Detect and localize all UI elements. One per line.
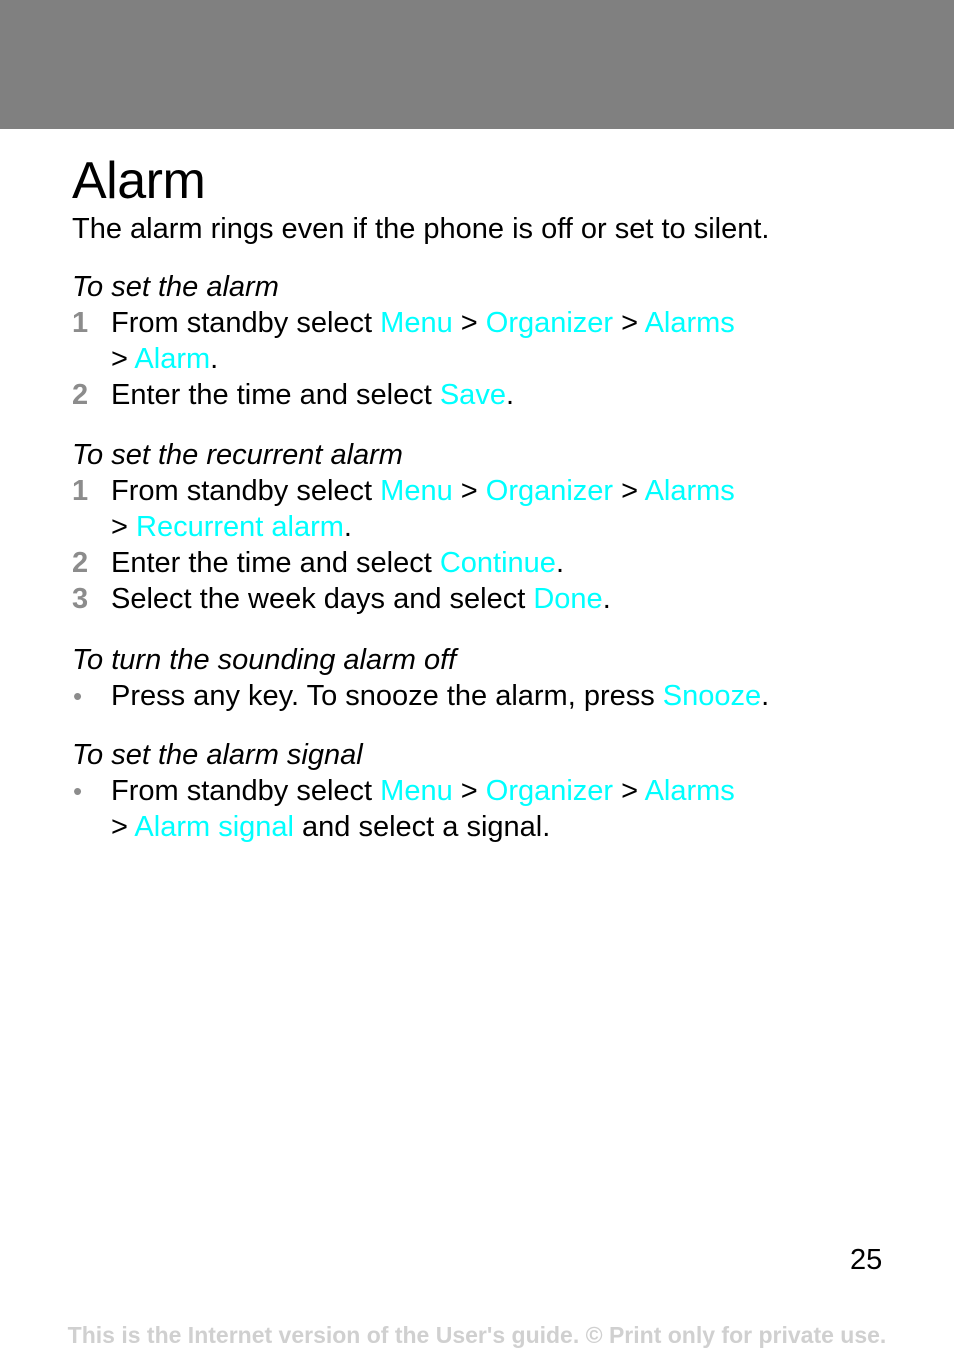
action-label: Continue	[439, 547, 556, 579]
step-text: Select the week days and select	[111, 583, 534, 615]
path-separator: >	[460, 475, 478, 507]
menu-path-item: Alarm	[134, 343, 211, 375]
period: .	[761, 680, 770, 712]
step-item	[72, 305, 892, 377]
path-separator: >	[111, 811, 128, 843]
period: .	[555, 547, 564, 579]
step-text: From standby select	[111, 307, 381, 339]
bullet-icon: •	[73, 776, 83, 806]
section-heading: To turn the sounding alarm off	[72, 644, 457, 676]
step-number: 3	[72, 583, 89, 615]
menu-path-item: Alarms	[644, 307, 735, 339]
step-item	[72, 581, 892, 617]
header-band	[0, 0, 954, 129]
menu-path-item: Alarms	[644, 475, 735, 507]
step-number: 2	[72, 547, 89, 579]
bullet-icon: •	[73, 681, 83, 711]
step-number: 1	[72, 475, 89, 507]
path-separator: >	[621, 475, 639, 507]
bullet-text: From standby select	[111, 775, 381, 807]
page-number: 25	[850, 1244, 883, 1276]
step-text: From standby select	[111, 475, 381, 507]
action-label: Snooze	[662, 680, 762, 712]
path-separator: >	[111, 343, 128, 375]
action-label: Save	[439, 379, 506, 411]
step-text: Enter the time and select	[111, 547, 440, 579]
menu-path-item: Alarm signal	[134, 811, 294, 843]
menu-path-item: Organizer	[485, 307, 614, 339]
section-heading: To set the recurrent alarm	[72, 439, 403, 471]
period: .	[343, 511, 352, 543]
section-set-alarm	[72, 269, 892, 413]
period: .	[210, 343, 219, 375]
menu-path-item: Recurrent alarm	[136, 511, 344, 543]
menu-path-item: Menu	[380, 475, 453, 507]
section-alarm-signal	[72, 737, 892, 845]
intro-text: The alarm rings even if the phone is off or set to silent.	[72, 213, 770, 245]
menu-path-item: Menu	[380, 307, 453, 339]
bullet-item	[72, 773, 892, 845]
menu-path-item: Organizer	[485, 475, 614, 507]
period: .	[602, 583, 611, 615]
path-separator: >	[460, 307, 478, 339]
period: .	[505, 379, 515, 411]
path-separator: >	[111, 511, 128, 543]
menu-path-item: Menu	[380, 775, 453, 807]
footer-note: This is the Internet version of the User's guide. © Print only for private use.	[67, 1322, 887, 1348]
section-heading: To set the alarm signal	[72, 739, 363, 771]
step-item	[72, 545, 892, 581]
menu-path-item: Alarms	[644, 775, 735, 807]
step-number: 1	[72, 307, 89, 339]
action-label: Done	[533, 583, 603, 615]
bullet-text-after: and select a signal.	[293, 811, 551, 843]
bullet-item	[72, 678, 892, 714]
step-text: Enter the time and select	[111, 379, 440, 411]
step-item	[72, 473, 892, 545]
section-turn-off	[72, 642, 892, 714]
section-heading: To set the alarm	[72, 271, 279, 303]
path-separator: >	[621, 775, 639, 807]
bullet-text: Press any key. To snooze the alarm, press	[111, 680, 663, 712]
path-separator: >	[621, 307, 639, 339]
step-item	[72, 377, 892, 413]
menu-path-item: Organizer	[485, 775, 614, 807]
section-recurrent-alarm	[72, 437, 892, 617]
path-separator: >	[460, 775, 478, 807]
page-title: Alarm	[72, 152, 206, 210]
step-number: 2	[72, 379, 89, 411]
